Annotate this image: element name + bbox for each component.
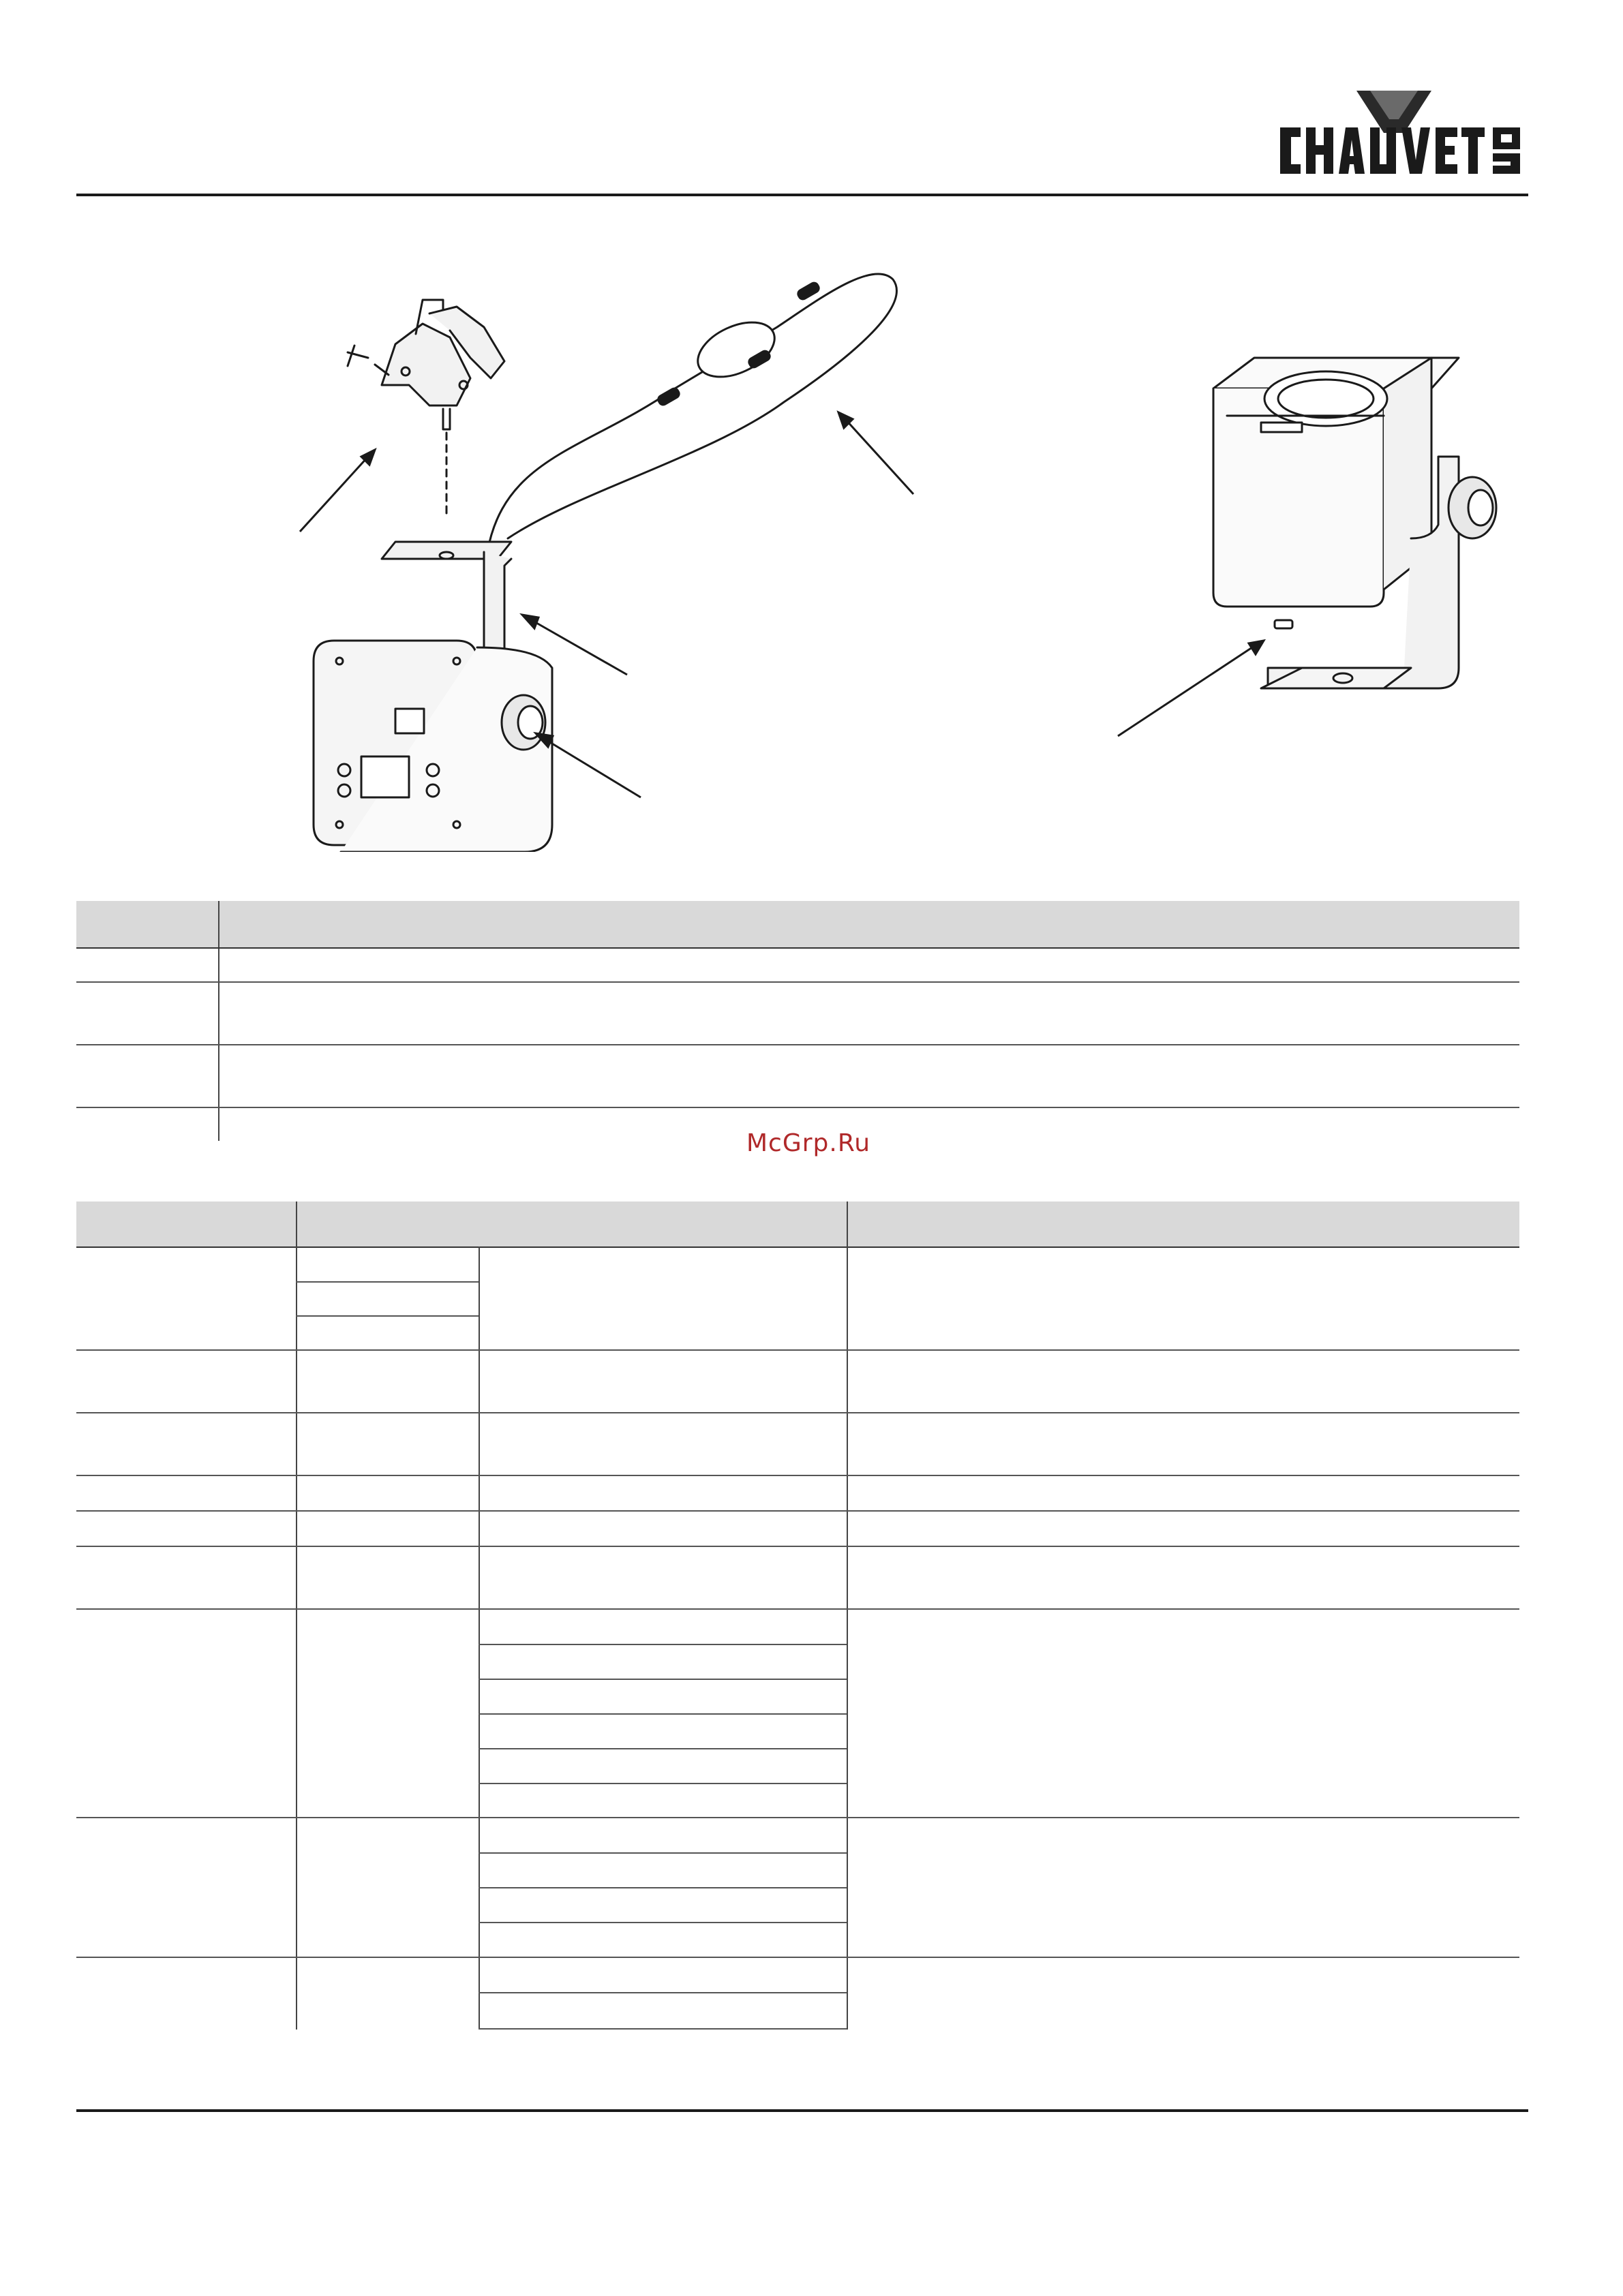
callout-line-loop	[1118, 646, 1254, 736]
table-cell	[219, 949, 1519, 981]
table-one-header-cell	[76, 901, 219, 947]
table-two-header	[76, 1201, 1519, 1248]
table-cell	[76, 1108, 219, 1141]
table-sub-divider	[479, 1887, 847, 1888]
table-one	[76, 901, 1519, 1141]
table-divider	[479, 1246, 480, 2030]
table-sub-divider	[479, 2028, 847, 2030]
header-rule	[76, 194, 1528, 196]
table-cell	[76, 983, 219, 1044]
table-row-divider	[76, 1608, 1519, 1610]
table-sub-divider	[479, 1992, 847, 1993]
table-row	[76, 949, 1519, 983]
table-sub-divider	[479, 1783, 847, 1784]
table-cell	[219, 983, 1519, 1044]
table-cell	[219, 1045, 1519, 1107]
table-sub-divider	[479, 1713, 847, 1715]
table-row-divider	[76, 1475, 1519, 1476]
table-sub-divider	[479, 1852, 847, 1854]
table-divider	[847, 1246, 848, 2030]
table-row-divider	[76, 1412, 1519, 1413]
footer-rule	[76, 2109, 1528, 2112]
table-sub-divider	[479, 1644, 847, 1645]
table-row	[76, 1045, 1519, 1108]
table-row-divider	[76, 1957, 1519, 1958]
table-sub-divider	[479, 1748, 847, 1749]
table-cell	[76, 1045, 219, 1107]
clamp-icon	[348, 300, 504, 429]
table-sub-divider	[479, 1922, 847, 1923]
product-illustration	[259, 252, 1541, 852]
bracket-knob-icon	[502, 695, 545, 750]
table-one-header	[76, 901, 1519, 949]
table-row	[76, 983, 1519, 1045]
table-row-divider	[76, 1817, 1519, 1818]
chauvet-dj-logo	[1275, 85, 1527, 194]
table-row-divider	[76, 1349, 1519, 1351]
fixture-icon	[1213, 358, 1496, 688]
table-one-header-cell	[219, 901, 1519, 947]
callout-line-clamp	[300, 457, 368, 532]
safety-cable-icon	[487, 274, 896, 552]
table-sub-divider	[296, 1281, 479, 1283]
watermark-text: McGrp.Ru	[746, 1129, 871, 1157]
table-two	[76, 1201, 1519, 2030]
table-row-divider	[76, 1546, 1519, 1547]
callout-line-cable	[845, 419, 913, 494]
table-sub-divider	[296, 1315, 479, 1317]
table-cell	[76, 949, 219, 981]
safety-loop-icon	[1275, 620, 1292, 628]
callout-line-knob	[545, 739, 641, 797]
table-divider	[296, 1246, 297, 2030]
table-row-divider	[76, 1510, 1519, 1512]
table-divider	[847, 1201, 848, 1246]
table-divider	[296, 1201, 297, 1246]
table-sub-divider	[479, 1679, 847, 1680]
